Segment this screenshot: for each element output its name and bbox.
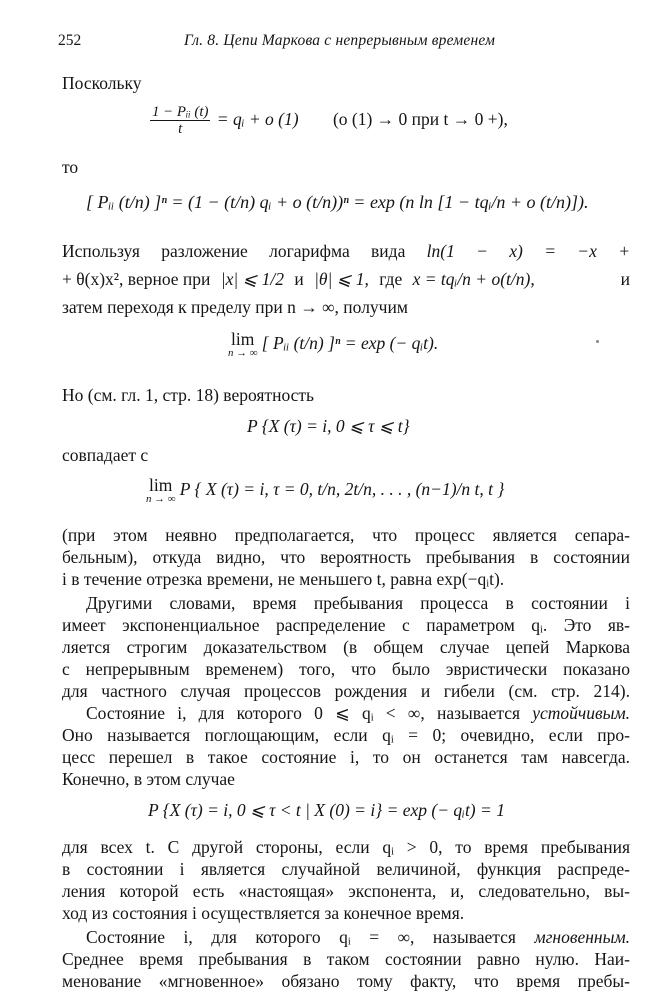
chapter-title: Гл. 8. Цепи Маркова с непрерывным временем bbox=[184, 32, 496, 49]
paragraph-10-line-1-text: Состояние i, для которого qᵢ = ∞, называется bbox=[86, 927, 516, 947]
page-number: 252 bbox=[58, 32, 82, 49]
formula-3-body: [ Pᵢᵢ (t/n) ]ⁿ = exp (− qᵢt). bbox=[261, 332, 439, 353]
paragraph-8-line-1 bbox=[86, 702, 630, 724]
formula-3 bbox=[228, 330, 438, 360]
formula-5-lim bbox=[146, 476, 175, 506]
abs-x-condition: |x| ⩽ 1/2 bbox=[220, 269, 284, 289]
paragraph-8-line-1-text: Состояние i, для которого 0 ⩽ qᵢ < ∞, называется bbox=[86, 703, 521, 723]
formula-1-condition: (o (1) → 0 при t → 0 +), bbox=[332, 108, 508, 129]
paragraph-3-line-2 bbox=[62, 268, 630, 290]
paragraph-6-line-3: i в течение отрезка времени, не меньшего t, равна exp(−qᵢt). bbox=[62, 569, 505, 589]
formula-5-body: P { X (τ) = i, τ = 0, t/n, 2t/n, . . . , (n−1)/n t, t } bbox=[179, 478, 505, 499]
paragraph-8-line-3: цесс перешел в такое состояние i, то он останется там навсегда. bbox=[62, 747, 630, 767]
formula-3-lim-label: lim bbox=[231, 329, 255, 349]
paragraph-3-line-3: затем переходя к пределу при n → ∞, получим bbox=[62, 297, 408, 317]
page-header bbox=[58, 32, 604, 54]
paragraph-3-line-1-text: Используя разложение логарифма вида bbox=[62, 241, 406, 261]
formula-3-lim bbox=[228, 330, 257, 360]
word-to: то bbox=[62, 157, 79, 177]
formula-4: P {X (τ) = i, 0 ⩽ τ ⩽ t} bbox=[247, 416, 410, 436]
paragraph-5: совпадает с bbox=[62, 445, 149, 465]
formula-1-rhs: = qᵢ + o (1) bbox=[216, 108, 299, 129]
formula-1-numerator: 1 − Pᵢᵢ (t) bbox=[152, 104, 209, 120]
paragraph-9-line-1: для всех t. С другой стороны, если qᵢ > 0, то время пребывания bbox=[62, 837, 630, 857]
paragraph-7-line-1: Другими словами, время пребывания процесса в состоянии i bbox=[86, 593, 630, 613]
paragraph-9-line-4: ход из состояния i осуществляется за конечное время. bbox=[62, 903, 465, 923]
conj-and: и bbox=[294, 269, 304, 289]
formula-1-denominator: t bbox=[150, 120, 210, 137]
paragraph-9-line-3: ления которой есть «настоящая» экспонента, и, следовательно, вы- bbox=[62, 881, 630, 901]
conj-and-2: и bbox=[620, 269, 630, 289]
x-definition: x = tqᵢ/n + o(t/n), bbox=[412, 269, 535, 289]
term-stable: устойчивым. bbox=[532, 703, 631, 723]
paragraph-8-line-2: Оно называется поглощающим, если qᵢ = 0; очевидно, если про- bbox=[62, 725, 630, 745]
paragraph-4: Но (см. гл. 1, стр. 18) вероятность bbox=[62, 385, 315, 405]
formula-5 bbox=[146, 476, 504, 506]
paragraph-10-line-3: менование «мгновенное» обязано тому факту, что время пребы- bbox=[62, 971, 630, 991]
paragraph-7-line-3: ляется строгим доказательством (в общем случае цепей Маркова bbox=[62, 637, 630, 657]
paragraph-3-line-1 bbox=[62, 240, 630, 262]
word-where: где bbox=[379, 269, 403, 289]
paragraph-9-line-2: в состоянии i является случайной величиной, функция распреде- bbox=[62, 859, 630, 879]
log-expansion: ln(1 − x) = −x + bbox=[426, 241, 631, 261]
formula-3-lim-subscript: n → ∞ bbox=[228, 347, 258, 360]
paragraph-6-line-2: бельным), откуда видно, что вероятность пребывания в состоянии bbox=[62, 547, 630, 567]
formula-5-lim-label: lim bbox=[149, 475, 173, 495]
paragraph-intro: Поскольку bbox=[62, 73, 142, 93]
scan-speck bbox=[596, 340, 599, 343]
formula-1 bbox=[148, 104, 508, 138]
formula-2-part-b: exp (n ln [1 − tqᵢ/n + o (t/n)]). bbox=[369, 192, 589, 212]
formula-5-lim-subscript: n → ∞ bbox=[146, 493, 176, 506]
paragraph-7-line-5: для частного случая процессов рождения и гибели (см. стр. 214). bbox=[62, 681, 630, 701]
paragraph-10-line-2: Среднее время пребывания в таком состоянии равно нулю. Наи- bbox=[62, 949, 630, 969]
formula-2-part-a: [ Pᵢᵢ (t/n) ]ⁿ = (1 − (t/n) qᵢ + o (t/n))ⁿ = bbox=[86, 192, 366, 212]
formula-6: P {X (τ) = i, 0 ⩽ τ < t | X (0) = i} = exp (− qᵢt) = 1 bbox=[148, 800, 505, 820]
paragraph-10-line-1 bbox=[86, 926, 630, 948]
paragraph-7-line-4: с непрерывным временем) того, что было эвристически показано bbox=[62, 659, 630, 679]
paragraph-6-line-1: (при этом неявно предполагается, что процесс является сепара- bbox=[62, 525, 630, 545]
term-instantaneous: мгновенным. bbox=[534, 927, 630, 947]
paragraph-8-line-4: Конечно, в этом случае bbox=[62, 769, 235, 789]
abs-theta-condition: |θ| ⩽ 1, bbox=[314, 269, 369, 289]
formula-1-fraction bbox=[150, 104, 210, 138]
theta-term: + θ(x)x², верное при bbox=[62, 269, 211, 289]
formula-2 bbox=[86, 192, 589, 213]
paragraph-7-line-2: имеет экспоненциальное распределение с параметром qᵢ. Это яв- bbox=[62, 615, 630, 635]
